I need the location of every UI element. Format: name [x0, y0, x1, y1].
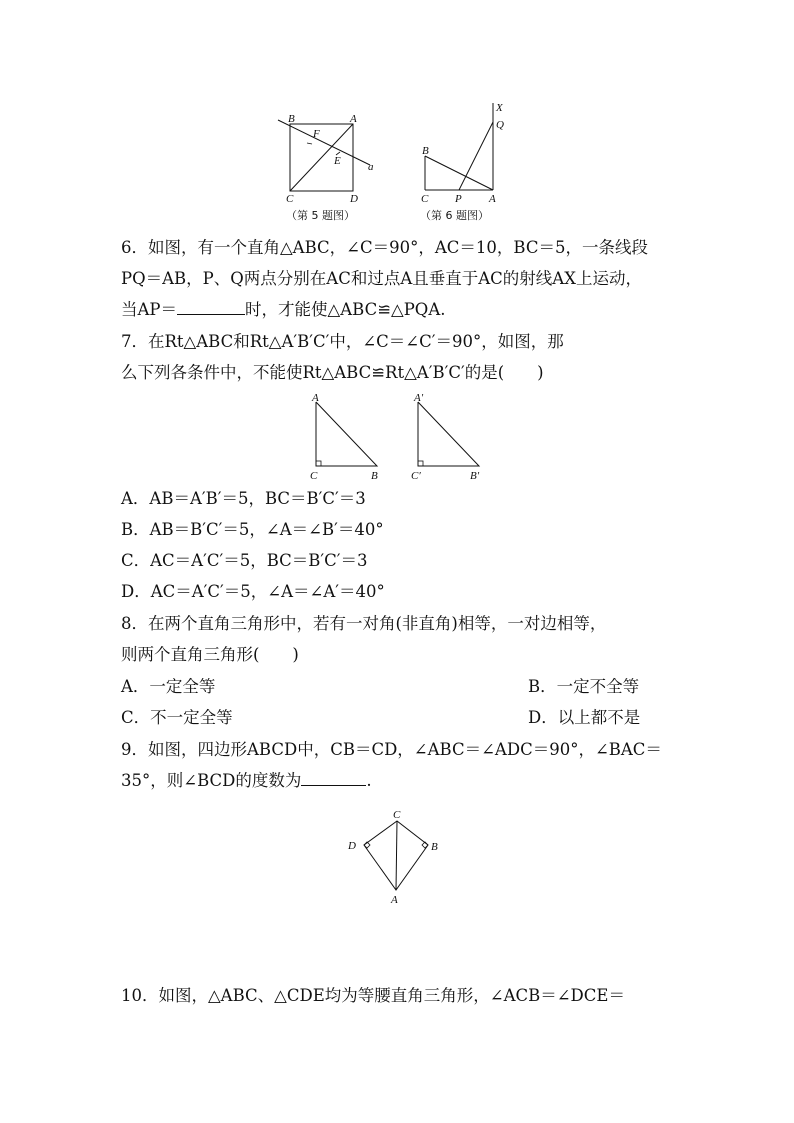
- fig6-label-C: C: [421, 193, 429, 205]
- q6-line3-pre: 当AP＝: [121, 300, 178, 319]
- q9-answer-blank[interactable]: [301, 771, 366, 786]
- figure-7: [305, 390, 495, 485]
- fig5-label-a: a: [368, 161, 374, 173]
- fig5-label-C: C: [286, 193, 294, 205]
- q7-option-b[interactable]: B．AB＝B′C′＝5，∠A＝∠B′＝40°: [121, 520, 384, 539]
- fig7-label-B: B: [371, 470, 378, 482]
- figure-9: [340, 804, 450, 909]
- fig7-label-B-prime: B′: [470, 470, 480, 482]
- q8-line1: 8．在两个直角三角形中，若有一对角(非直角)相等，一对边相等，: [121, 614, 607, 633]
- fig6-label-A: A: [489, 193, 496, 205]
- fig5-label-F: F: [313, 128, 320, 140]
- q8-option-a[interactable]: A．一定全等: [121, 677, 216, 696]
- figure-5: [270, 100, 390, 225]
- q8-line2: 则两个直角三角形( ): [121, 645, 299, 664]
- q6-line2: PQ＝AB，P、Q两点分别在AC和过点A且垂直于AC的射线AX上运动，: [121, 269, 642, 288]
- q7-line2: 么下列各条件中，不能使Rt△ABC≌Rt△A′B′C′的是( ): [121, 363, 544, 382]
- q10-line1: 10．如图，△ABC、△CDE均为等腰直角三角形，∠ACB＝∠DCE＝: [121, 986, 625, 1005]
- fig9-label-C: C: [393, 809, 401, 821]
- fig5-label-B: B: [288, 113, 295, 125]
- figure-6: [415, 100, 525, 225]
- q9-line2: [121, 770, 372, 792]
- fig5-caption: （第 5 题图）: [286, 209, 355, 222]
- q9-line2-pre: 35°，则∠BCD的度数为: [121, 771, 302, 790]
- fig7-label-A-prime: A′: [414, 392, 424, 404]
- q7-option-c[interactable]: C．AC＝A′C′＝5，BC＝B′C′＝3: [121, 551, 368, 570]
- fig7-label-C-prime: C′: [411, 470, 421, 482]
- fig6-label-B: B: [422, 145, 429, 157]
- fig9-label-A: A: [391, 894, 398, 906]
- q6-line3: [121, 299, 446, 321]
- q6-answer-blank[interactable]: [177, 300, 245, 315]
- q6-line1: 6．如图，有一个直角△ABC，∠C＝90°，AC＝10，BC＝5，一条线段: [121, 238, 648, 257]
- q7-option-a[interactable]: A．AB＝A′B′＝5，BC＝B′C′＝3: [121, 489, 366, 508]
- fig5-label-D: D: [350, 193, 358, 205]
- fig6-label-P: P: [455, 193, 462, 205]
- fig5-label-A: A: [350, 113, 357, 125]
- fig9-label-B: B: [431, 841, 438, 853]
- q7-line1: 7．在Rt△ABC和Rt△A′B′C′中，∠C＝∠C′＝90°，如图，那: [121, 332, 564, 351]
- q9-line1: 9．如图，四边形ABCD中，CB＝CD，∠ABC＝∠ADC＝90°，∠BAC＝: [121, 740, 662, 759]
- q9-line2-post: .: [366, 771, 372, 790]
- fig6-label-Q: Q: [496, 119, 504, 131]
- q7-option-d[interactable]: D．AC＝A′C′＝5，∠A＝∠A′＝40°: [121, 582, 385, 601]
- fig5-label-E: E: [334, 155, 341, 167]
- fig7-label-A: A: [312, 392, 319, 404]
- fig6-label-X: X: [496, 102, 503, 114]
- q8-option-c[interactable]: C．不一定全等: [121, 708, 233, 727]
- fig6-caption: （第 6 题图）: [420, 209, 489, 222]
- q8-option-d[interactable]: D．以上都不是: [528, 708, 641, 727]
- fig7-label-C: C: [310, 470, 318, 482]
- q8-option-b[interactable]: B．一定不全等: [528, 677, 640, 696]
- fig9-label-D: D: [348, 840, 356, 852]
- q6-line3-post: 时，才能使△ABC≌△PQA.: [245, 300, 446, 319]
